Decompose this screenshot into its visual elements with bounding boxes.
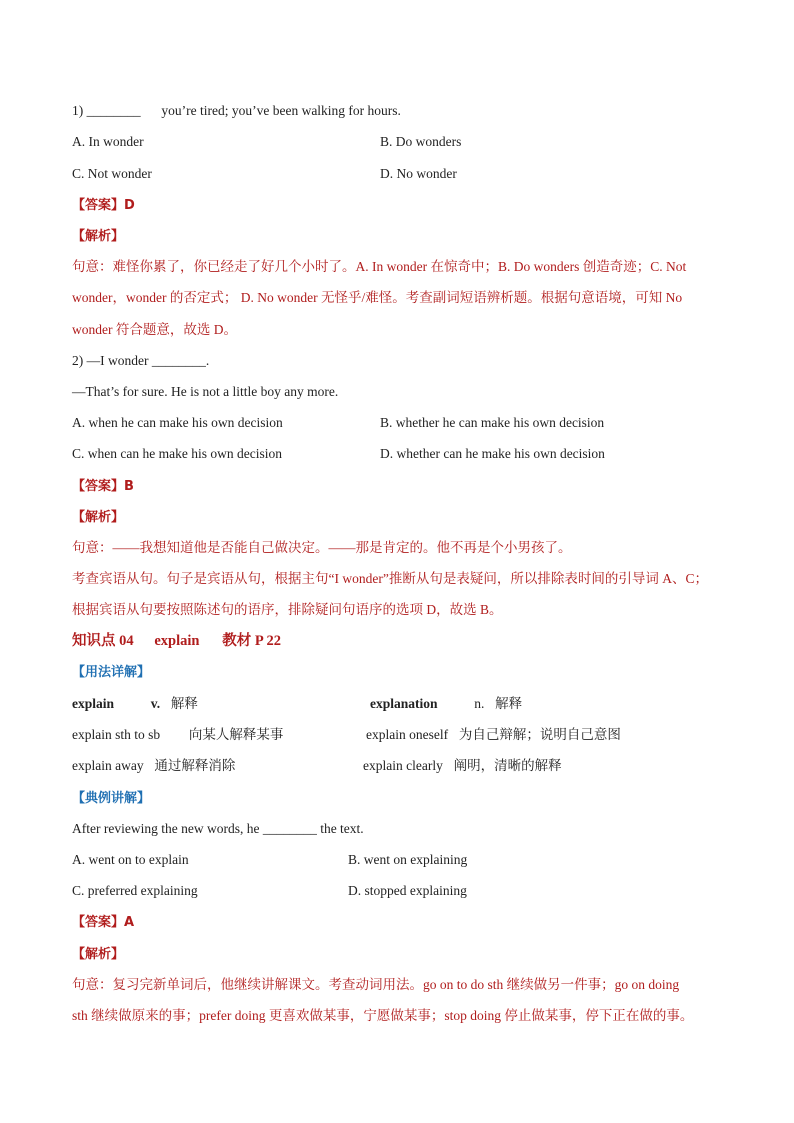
q1-analysis-line-1: 句意：难怪你累了，你已经走了好几个小时了。A. In wonder 在惊奇中；B. Do wonders 创造奇迹；C. Not — [72, 259, 687, 274]
usage-tag: 【用法详解】 — [72, 665, 151, 680]
q2-option-c: C. when can he make his own decision — [72, 446, 282, 461]
q1-option-b: B. Do wonders — [380, 134, 462, 149]
q1-option-d: D. No wonder — [380, 166, 457, 181]
q1-analysis-tag: 【解析】 — [72, 229, 125, 244]
q2-stem: 2) —I wonder ________. — [72, 353, 210, 368]
q2-answer: 【答案】B — [72, 479, 134, 494]
q2-option-b: B. whether he can make his own decision — [380, 415, 605, 430]
answer-blank: ________ — [86, 103, 141, 118]
q2-reply: —That’s for sure. He is not a little boy any more. — [72, 384, 339, 399]
example-option-d: D. stopped explaining — [348, 883, 467, 898]
q1-stem: 1) ________ you’re tired; you’ve been walking for hours. — [72, 103, 401, 118]
q2-analysis-line-1: 句意：——我想知道他是否能自己做决定。——那是肯定的。他不再是个小男孩了。 — [72, 540, 572, 555]
example-option-b: B. went on explaining — [348, 852, 468, 867]
example-analysis-line-2: sth 继续做原来的事；prefer doing 更喜欢做某事，宁愿做某事；stop doing 停止做某事，停下正在做的事。 — [72, 1008, 694, 1023]
q1-option-c: C. Not wonder — [72, 166, 152, 181]
word-explain: explain v. 解释 — [72, 696, 198, 711]
q1-option-a: A. In wonder — [72, 134, 144, 149]
phrase-explain-sth-to-sb: explain sth to sb 向某人解释某事 — [72, 727, 284, 742]
phrase-explain-clearly: explain clearly 阐明，清晰的解释 — [363, 758, 562, 773]
example-question: After reviewing the new words, he ________ the text. — [72, 821, 364, 836]
word-explanation: explanation n. 解释 — [370, 696, 523, 711]
q1-answer: 【答案】D — [72, 198, 135, 213]
example-option-c: C. preferred explaining — [72, 883, 198, 898]
phrase-explain-oneself: explain oneself 为自己辩解；说明自己意图 — [366, 727, 621, 742]
example-tag: 【典例讲解】 — [72, 791, 151, 806]
example-analysis-tag: 【解析】 — [72, 947, 125, 962]
example-analysis-line-1: 句意：复习完新单词后，他继续讲解课文。考查动词用法。go on to do sth 继续做另一件事；go on doing — [72, 977, 680, 992]
q2-analysis-tag: 【解析】 — [72, 510, 125, 525]
phrase-explain-away: explain away 通过解释消除 — [72, 758, 236, 773]
q1-analysis-line-3: wonder 符合题意，故选 D。 — [72, 322, 237, 337]
knowledge-point-heading: 知识点 04 explain 教材 P 22 — [72, 633, 282, 649]
example-answer: 【答案】A — [72, 915, 135, 930]
example-option-a: A. went on to explain — [72, 852, 189, 867]
q2-option-d: D. whether can he make his own decision — [380, 446, 605, 461]
q1-analysis-line-2: wonder，wonder 的否定式； D. No wonder 无怪乎/难怪。考查副词短语辨析题。根据句意语境，可知 No — [72, 290, 683, 305]
q2-option-a: A. when he can make his own decision — [72, 415, 283, 430]
q2-analysis-line-2: 考查宾语从句。句子是宾语从句，根据主句“I wonder”推断从句是表疑问，所以排除表时间的引导词 A、C； — [72, 571, 708, 586]
q2-analysis-line-3: 根据宾语从句要按照陈述句的语序，排除疑问句语序的选项 D，故选 B。 — [72, 602, 503, 617]
